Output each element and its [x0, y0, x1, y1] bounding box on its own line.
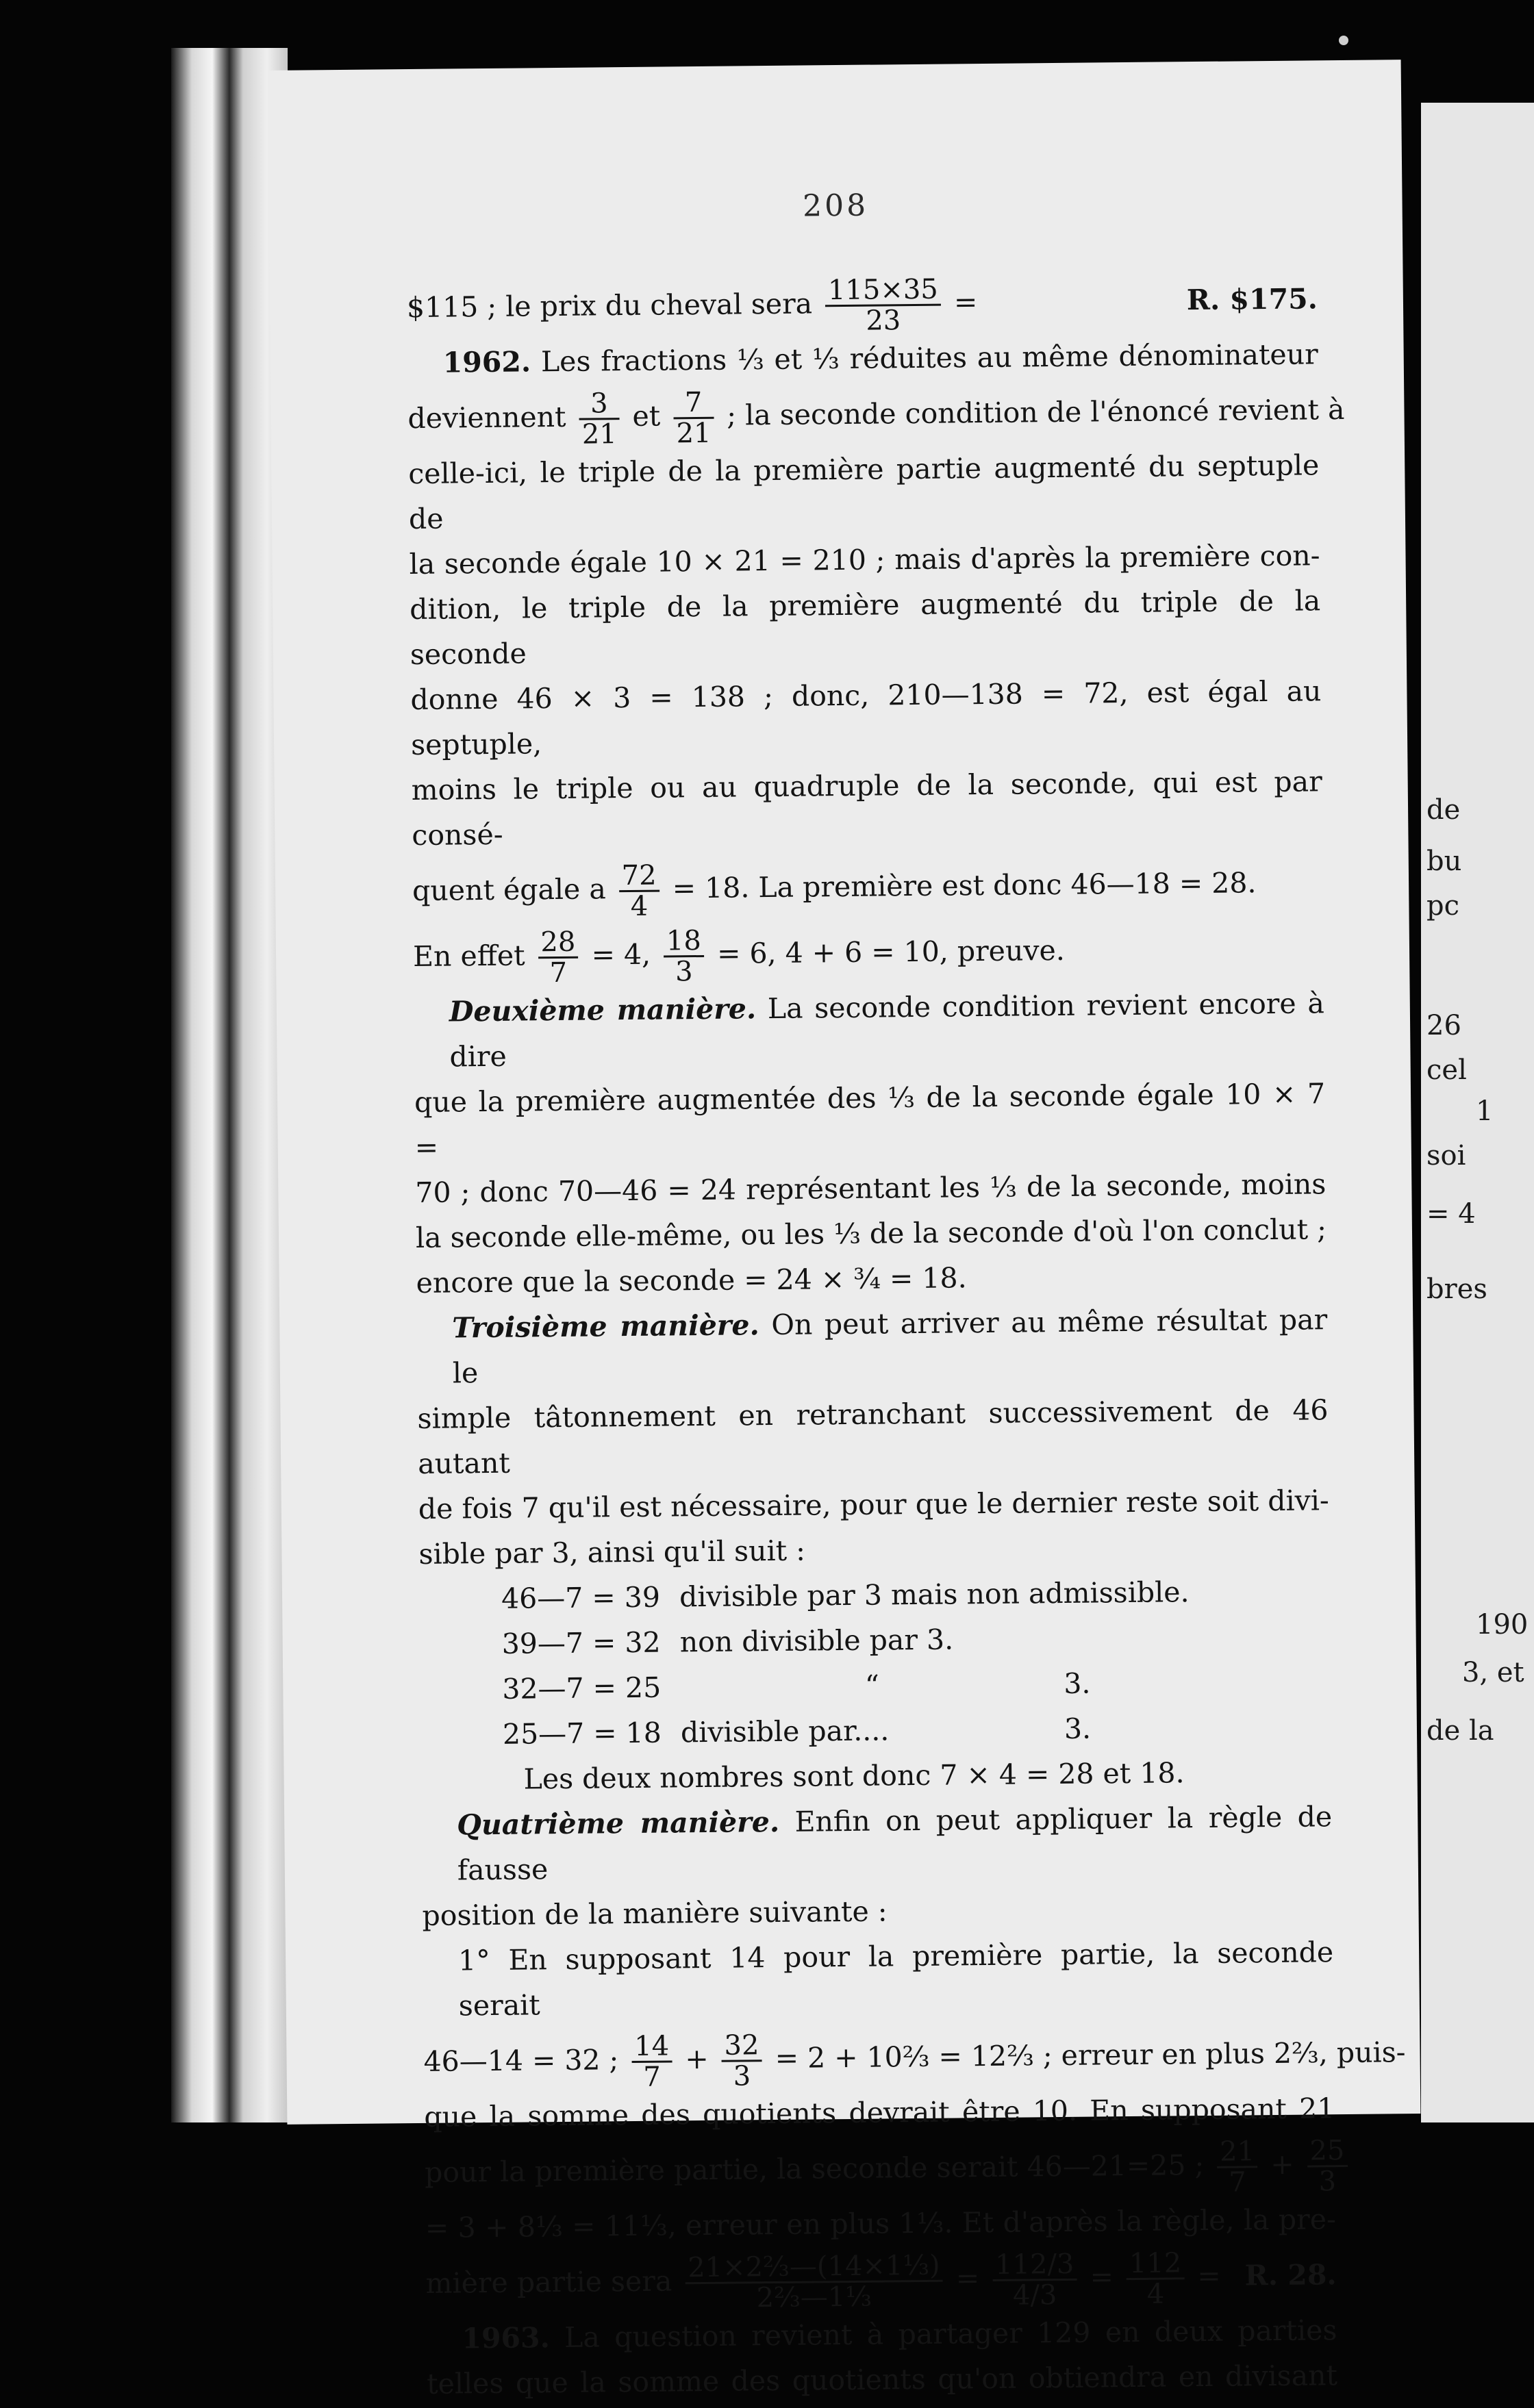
numerator: 18: [664, 926, 704, 958]
denominator: 7: [631, 2062, 672, 2092]
fraction: [1217, 2137, 1258, 2197]
denominator: 21: [579, 420, 620, 449]
cell: 3.: [1064, 1712, 1092, 1745]
page-body: [407, 266, 1338, 2407]
text-line: encore que la seconde = 24 × ¾ = 18.: [416, 1252, 1327, 1306]
cell: divisible par 3 mais non admissible.: [679, 1571, 1064, 1619]
text: quent égale a: [412, 872, 606, 907]
text: La question revient à partager 129 en deux parties: [564, 2314, 1337, 2354]
fraction: [664, 926, 705, 987]
text-fragment: 1: [1476, 1095, 1493, 1127]
line-answer-1961: [407, 266, 1318, 340]
text-fragment: 26: [1426, 1010, 1461, 1041]
text: pour la première partie, la seconde serait 46—21=25 ;: [425, 2149, 1205, 2189]
text: mière partie sera: [425, 2264, 672, 2299]
answer: R. 28.: [1244, 2242, 1337, 2308]
text: En effet: [413, 939, 525, 973]
denominator: 21: [673, 419, 714, 448]
method-4-fraction-line-2: [425, 2131, 1336, 2205]
cell: 25—7 = 18: [503, 1710, 681, 1756]
text: La seconde condition revient encore à dire: [449, 987, 1324, 1073]
problem-1962-fraction-line: [407, 377, 1319, 451]
text-line: moins le triple ou au quadruple de la seconde, qui est par consé-: [411, 759, 1322, 858]
text-line: 70 ; donc 70—46 = 24 représentant les ⅓ de la seconde, moins: [415, 1161, 1326, 1215]
table-row: [501, 1568, 1331, 1621]
denominator: 7: [538, 959, 579, 988]
cell: non divisible par 3.: [679, 1616, 1064, 1664]
method-3-heading-line: [416, 1297, 1328, 1396]
numerator: 28: [538, 928, 578, 959]
equals-sign: =: [1197, 2259, 1221, 2292]
text-fragment: de la: [1426, 1715, 1494, 1747]
method-title: Deuxième manière.: [449, 992, 757, 1028]
text-line: telles que la somme des quotients qu'on obtiendra en divisant: [427, 2353, 1338, 2407]
text: = 2 + 10⅔ = 12⅔ ; erreur en plus 2⅔, puis-: [775, 2036, 1405, 2075]
denominator: 4: [619, 892, 659, 922]
numerator: 112/3: [992, 2250, 1077, 2281]
denominator: 3: [664, 957, 704, 987]
numerator: 25: [1307, 2136, 1347, 2168]
fraction: [825, 275, 942, 336]
denominator: 3: [1307, 2167, 1348, 2196]
fraction: [673, 388, 714, 448]
equals-sign: =: [956, 2261, 980, 2294]
answer: R. $175.: [1186, 266, 1318, 333]
numerator: 72: [618, 861, 659, 893]
text: On peut arriver au même résultat par le: [453, 1303, 1328, 1389]
text: Les fractions ⅓ et ⅓ réduites au même dénominateur: [541, 338, 1318, 378]
text-line: position de la manière suivante :: [422, 1884, 1333, 1938]
fraction: [1307, 2136, 1348, 2196]
text-fragment: 3, et: [1462, 1657, 1524, 1688]
text-fragment: cel: [1426, 1054, 1467, 1086]
problem-1962-result-line: [412, 849, 1324, 924]
text: 46—14 = 32 ;: [423, 2043, 618, 2078]
method-4-fraction-line-1: [423, 2020, 1335, 2094]
text-line: = 3 + 8⅓ = 11⅓, erreur en plus 1⅓. Et d'après la règle, la pre-: [425, 2196, 1337, 2251]
fraction: [992, 2250, 1077, 2310]
text: = 4,: [591, 938, 651, 972]
numerator: 21: [1217, 2137, 1257, 2168]
text-line: celle-ici, le triple de la première partie augmenté du septuple de: [408, 442, 1320, 542]
method-title: Troisième manière.: [452, 1308, 759, 1344]
method-4-rule-line: [425, 2242, 1337, 2316]
text-fragment: = 4: [1426, 1198, 1476, 1230]
text-fragment: soi: [1426, 1140, 1466, 1171]
equals-sign: =: [954, 286, 978, 318]
numerator: 7: [673, 388, 714, 420]
fraction: [1127, 2248, 1185, 2309]
text-fragment: 190: [1476, 1609, 1528, 1640]
denominator: 4/3: [992, 2281, 1077, 2310]
text-fragment: de: [1426, 794, 1460, 826]
numerator: 21×2⅔—(14×1⅓): [685, 2251, 943, 2285]
text-fragment: pc: [1426, 890, 1459, 922]
text-line: de fois 7 qu'il est nécessaire, pour que le dernier reste soit divi-: [418, 1478, 1330, 1532]
book-page: [268, 60, 1421, 2125]
denominator: 2⅔—1⅓: [685, 2282, 943, 2314]
text-line: la seconde elle-même, ou les ⅓ de la seconde d'où l'on conclut ;: [416, 1206, 1327, 1260]
text: $115 ; le prix du cheval sera: [407, 287, 813, 324]
text-line: la seconde égale 10 × 21 = 210 ; mais d'après la première con-: [409, 533, 1320, 587]
fraction: [631, 2031, 672, 2092]
text-line: donne 46 × 3 = 138 ; donc, 210—138 = 72, est égal au septuple,: [410, 668, 1322, 768]
problem-number: 1962.: [443, 345, 531, 379]
numerator: 115×35: [825, 275, 941, 307]
subtraction-table: [419, 1568, 1331, 1758]
text: = 18. La première est donc 46—18 = 28.: [672, 866, 1257, 904]
text-line: 1° En supposant 14 pour la première partie, la seconde serait: [423, 1929, 1334, 2029]
fraction: [538, 928, 579, 988]
denominator: 4: [1127, 2279, 1185, 2309]
table-row: [501, 1613, 1331, 1666]
numerator: 14: [631, 2031, 672, 2063]
text-line: que la somme des quotients devrait être 10. En supposant 21: [424, 2086, 1335, 2140]
fraction: [685, 2251, 943, 2314]
cell: “: [680, 1661, 1064, 1710]
table-row: [503, 1703, 1332, 1757]
method-2-heading-line: [414, 980, 1325, 1080]
equals-sign: =: [1090, 2260, 1114, 2293]
text-fragment: bu: [1426, 846, 1461, 877]
cell: 3.: [1064, 1667, 1091, 1700]
denominator: 23: [825, 306, 941, 336]
text-line: Les deux nombres sont donc 7 × 4 = 28 et 18.: [420, 1749, 1332, 1803]
problem-1962-proof-line: [413, 915, 1324, 989]
cell: 39—7 = 32: [501, 1619, 680, 1666]
plus-sign: +: [685, 2042, 709, 2075]
text-line: sible par 3, ainsi qu'il suit :: [418, 1523, 1330, 1577]
plus-sign: +: [1270, 2148, 1294, 2181]
text-line: simple tâtonnement en retranchant successivement de 46 autant: [417, 1387, 1329, 1486]
scan-speck: [1339, 36, 1348, 45]
numerator: 3: [579, 389, 619, 420]
text: et: [632, 400, 660, 433]
numerator: 32: [721, 2031, 762, 2062]
fraction: [721, 2031, 762, 2091]
text-fragment: bres: [1426, 1273, 1487, 1305]
problem-number: 1963.: [462, 2321, 550, 2355]
adjacent-page-edge: [1421, 103, 1534, 2122]
fraction: [618, 861, 659, 922]
text-line: dition, le triple de la première augmenté du triple de la seconde: [410, 578, 1321, 677]
fraction: [579, 389, 620, 449]
text: Enfin on peut appliquer la règle de fausse: [457, 1800, 1333, 1886]
cell: 46—7 = 39: [501, 1574, 680, 1621]
table-row: [502, 1658, 1331, 1712]
text: ; la seconde condition de l'énoncé revient à: [727, 393, 1345, 432]
text: = 6, 4 + 6 = 10, preuve.: [717, 934, 1065, 970]
method-title: Quatrième manière.: [457, 1805, 779, 1842]
denominator: 3: [722, 2062, 762, 2091]
method-4-heading-line: [421, 1794, 1333, 1893]
text: deviennent: [407, 401, 566, 435]
cell: 32—7 = 25: [502, 1664, 681, 1711]
numerator: 112: [1127, 2248, 1185, 2280]
page-number: 208: [268, 183, 1402, 229]
cell: divisible par....: [681, 1706, 1065, 1755]
text-line: que la première augmentée des ⅓ de la seconde égale 10 × 7 =: [414, 1071, 1326, 1170]
denominator: 7: [1217, 2168, 1257, 2197]
